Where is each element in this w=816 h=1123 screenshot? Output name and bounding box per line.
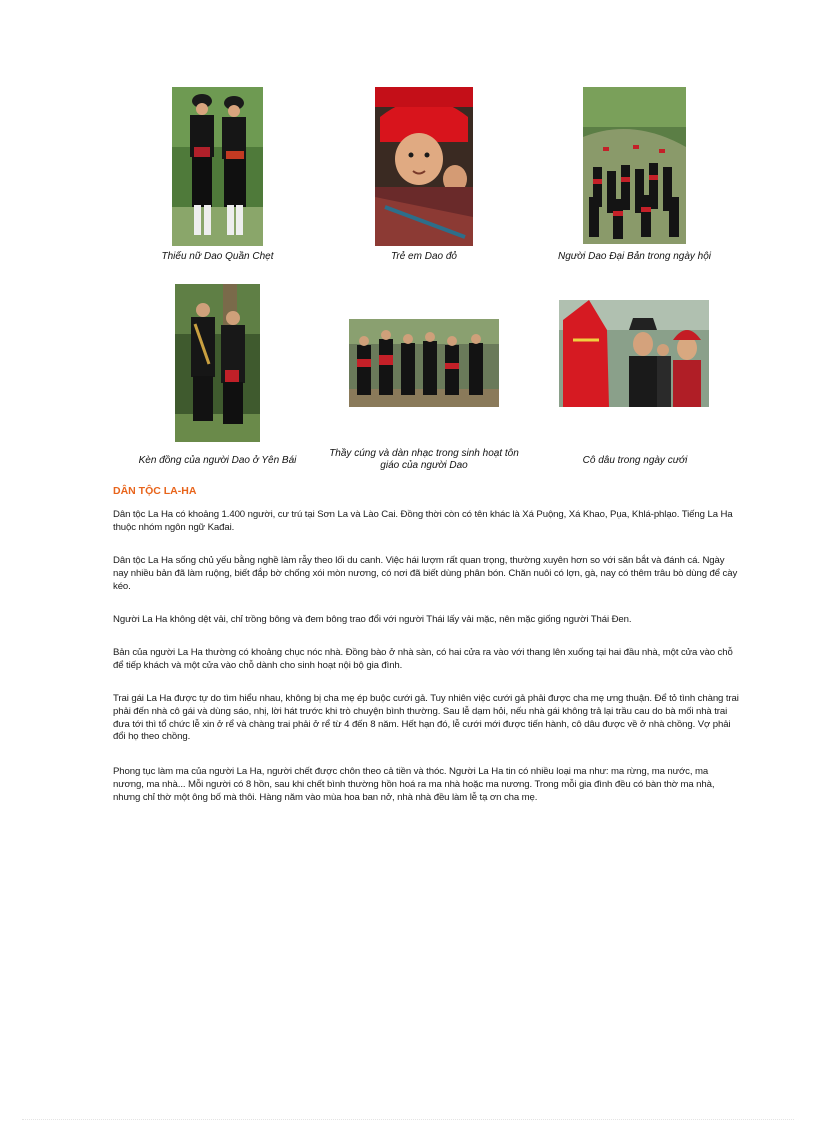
- caption-dao-girls: Thiếu nữ Dao Quần Chẹt: [161, 251, 274, 262]
- red-dao-children-photo-icon: [375, 87, 473, 246]
- section-title: DÂN TỘC LA-HA: [113, 485, 197, 497]
- festival-crowd-photo-icon: [583, 87, 686, 244]
- caption-bride-wedding: Cô dâu trong ngày cưới: [582, 455, 688, 466]
- red-dao-children-photo: [375, 87, 473, 246]
- paragraph-livelihood: Dân tộc La Ha sống chủ yếu bằng nghề làm rẫy theo lối du canh. Việc hái lượm rất quan trọng, thường xuyên hơn so với săn bắt và đánh cá. Ngày nay nhiều bản đã làm ruộng, biết đắp bờ chống xói mòn nương, có nơi đã biết dùng phân bón. Chăn nuôi có lợn, gà, nay có thêm trâu bò dùng để cày kéo.: [113, 555, 738, 592]
- caption-festival-crowd: Người Dao Đại Bản trong ngày hội: [557, 251, 712, 262]
- shaman-band-photo: [349, 319, 499, 407]
- paragraph-intro: Dân tộc La Ha có khoảng 1.400 người, cư trú tại Sơn La và Lào Cai. Đồng thời còn có tên khác là Xá Puộng, Xá Khao, Pụa, Khlá-phlạo. Tiếng La Ha thuộc nhóm ngôn ngữ Kađai.: [113, 509, 733, 533]
- page-bottom-divider: [22, 1119, 794, 1120]
- paragraph-clothing: Người La Ha không dệt vải, chỉ trồng bông và đem bông trao đổi với người Thái lấy vải mặc, nên mặc giống người Thái Đen.: [113, 614, 632, 625]
- brass-trumpet-photo-icon: [175, 284, 260, 442]
- festival-crowd-photo: [583, 87, 686, 244]
- bride-wedding-photo: [559, 300, 709, 407]
- paragraph-housing: Bản của người La Ha thường có khoảng chục nóc nhà. Đồng bào ở nhà sàn, có hai cửa ra vào với thang lên xuống tại hai đầu nhà, một cửa vào chỗ để tiếp khách và một cửa vào chỗ dành cho sinh hoạt nội bộ gia đình.: [113, 647, 733, 671]
- dao-girls-photo-icon: [172, 87, 263, 246]
- caption-shaman-band: Thầy cúng và dàn nhạc trong sinh hoạt tôn giáo của người Dao: [329, 448, 519, 471]
- paragraph-marriage: Trai gái La Ha được tự do tìm hiểu nhau, không bị cha mẹ ép buộc cưới gả. Tuy nhiên việc cưới gả phải được cha mẹ ưng thuận. Để tỏ tình chàng trai phải đến nhà cô gái và dùng sáo, nhị, lời hát trước khi trò chuyện bình thường. Sau lễ dạm hỏi, nếu nhà gái không trả lại trầu cau do bà mối nhà trai đưa tới thì tổ chức lễ xin ở rể và chàng trai phải ở rể từ 4 đến 8 năm. Hết hạn đó, lễ cưới mới được tiến hành, cô dâu được về ở nhà chồng. Vợ phải đổi họ theo chồng.: [113, 693, 739, 743]
- shaman-band-photo-icon: [349, 319, 499, 407]
- bride-wedding-photo-icon: [559, 300, 709, 407]
- dao-girls-photo: [172, 87, 263, 246]
- caption-red-dao-children: Trẻ em Dao đỏ: [391, 251, 457, 262]
- paragraph-funeral: Phong tục làm ma của người La Ha, người chết được chôn theo cả tiền và thóc. Người La Ha tin có nhiều loại ma như: ma rừng, ma nước, ma nương, ma nhà... Mỗi người có 8 hồn, sau khi chết bình thường hồn hoá ra ma nhà hoặc ma nương. Trong mỗi gia đình đều có bàn thờ ma nhà, nhưng chỉ thờ một ông bố mà thôi. Hàng năm vào mùa hoa ban nở, nhà nhà đều làm lễ tạ ơn cha mẹ.: [113, 766, 715, 803]
- caption-brass-trumpet: Kèn đồng của người Dao ở Yên Bái: [138, 455, 297, 466]
- brass-trumpet-photo: [175, 284, 260, 442]
